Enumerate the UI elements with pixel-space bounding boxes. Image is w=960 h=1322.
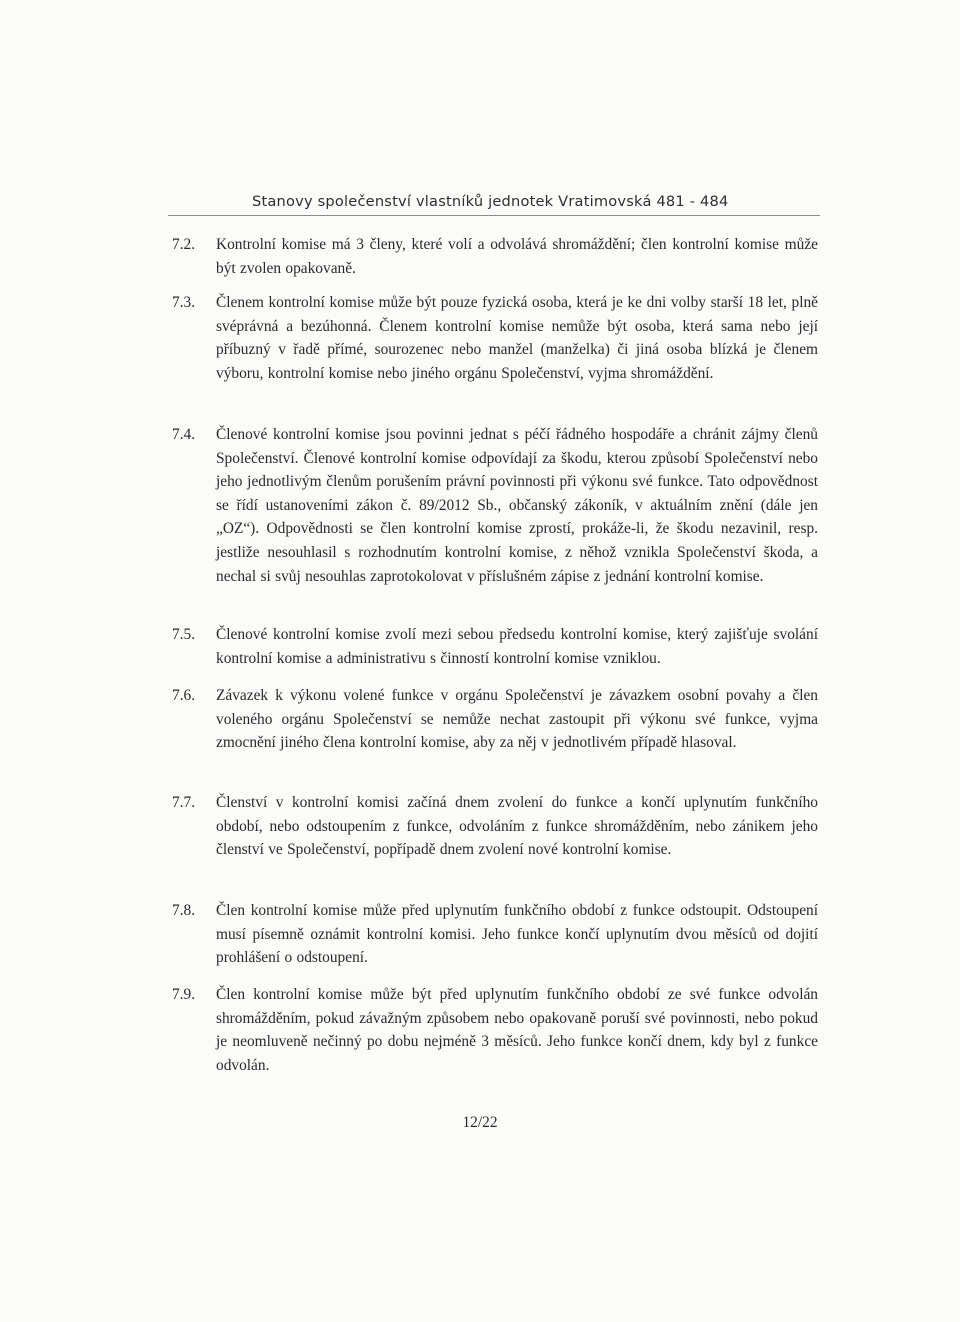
clause-number: 7.4. <box>172 426 196 443</box>
clause-number: 7.9. <box>172 986 196 1003</box>
clause-text: Kontrolní komise má 3 členy, které volí a odvolává shromáždění; člen kontrolní komise může být zvolen opakovaně. <box>216 236 818 277</box>
running-header: Stanovy společenství vlastníků jednotek Vratimovská 481 - 484 <box>252 193 729 210</box>
page-number: 12/22 <box>462 1114 498 1131</box>
clause-text: Členové kontrolní komise zvolí mezi sebou předsedu kontrolní komise, který zajišťuje svolání kontrolní komise a administrativu s činností kontrolní komise vzniklou. <box>216 626 818 667</box>
clause-number: 7.3. <box>172 294 196 311</box>
clause-number: 7.6. <box>172 687 196 704</box>
clause-text: Členem kontrolní komise může být pouze fyzická osoba, která je ke dni volby starší 18 let, plně svéprávná a bezúhonná. Členem kontrolní komise nemůže být osoba, která sama nebo její příbuzný v řadě přímé, sourozenec nebo manžel (manželka) či jiná osoba blízká je členem výboru, kontrolní komise nebo jiného orgánu Společenství, vyjma shromáždění. <box>216 294 818 382</box>
clause-number: 7.8. <box>172 902 196 919</box>
clause-text: Člen kontrolní komise může před uplynutím funkčního období z funkce odstoupit. Odstoupení musí písemně oznámit kontrolní komisi. Jeho funkce končí uplynutím dvou měsíců od dojití prohlášení o odstoupení. <box>216 902 818 967</box>
header-rule <box>168 215 820 216</box>
clause-text: Členství v kontrolní komisi začíná dnem zvolení do funkce a končí uplynutím funkčního období, nebo odstoupením z funkce, odvoláním z funkce shromážděním, nebo zánikem jeho členství ve Společenství, popřípadě dnem zvolení nové kontrolní komise. <box>216 794 818 859</box>
clause-text: Členové kontrolní komise jsou povinni jednat s péčí řádného hospodáře a chránit zájmy členů Společenství. Členové kontrolní komise odpovídají za škodu, kterou způsobí Společenství nebo jeho jednotlivým členům porušením právní povinnosti při výkonu své funkce. Tato odpovědnost se řídí ustanoveními zákon č. 89/2012 Sb., občanský zákoník, v aktuálním znění (dále jen „OZ“). Odpovědnosti se člen kontrolní komise zprostí, prokáže-li, že škodu nezavinil, resp. jestliže nesouhlasil s rozhodnutím kontrolní komise, z něhož vznikla Společenství škoda, a nechal si svůj nesouhlas zaprotokolovat v příslušném zápise z jednání kontrolní komise. <box>216 426 818 585</box>
clause-number: 7.2. <box>172 236 196 253</box>
clause-number: 7.7. <box>172 794 196 811</box>
clause-text: Závazek k výkonu volené funkce v orgánu Společenství je závazkem osobní povahy a člen voleného orgánu Společenství se nemůže nechat zastoupit při výkonu své funkce, vyjma zmocnění jiného člena kontrolní komise, aby za něj v jednotlivém případě hlasoval. <box>216 687 818 752</box>
clause-text: Člen kontrolní komise může být před uplynutím funkčního období ze své funkce odvolán shromážděním, pokud závažným způsobem nebo opakovaně poruší své povinnosti, nebo pokud je neomluveně nečinný po dobu nejméně 3 měsíců. Jeho funkce končí dnem, kdy byl z funkce odvolán. <box>216 986 818 1074</box>
clause-number: 7.5. <box>172 626 196 643</box>
